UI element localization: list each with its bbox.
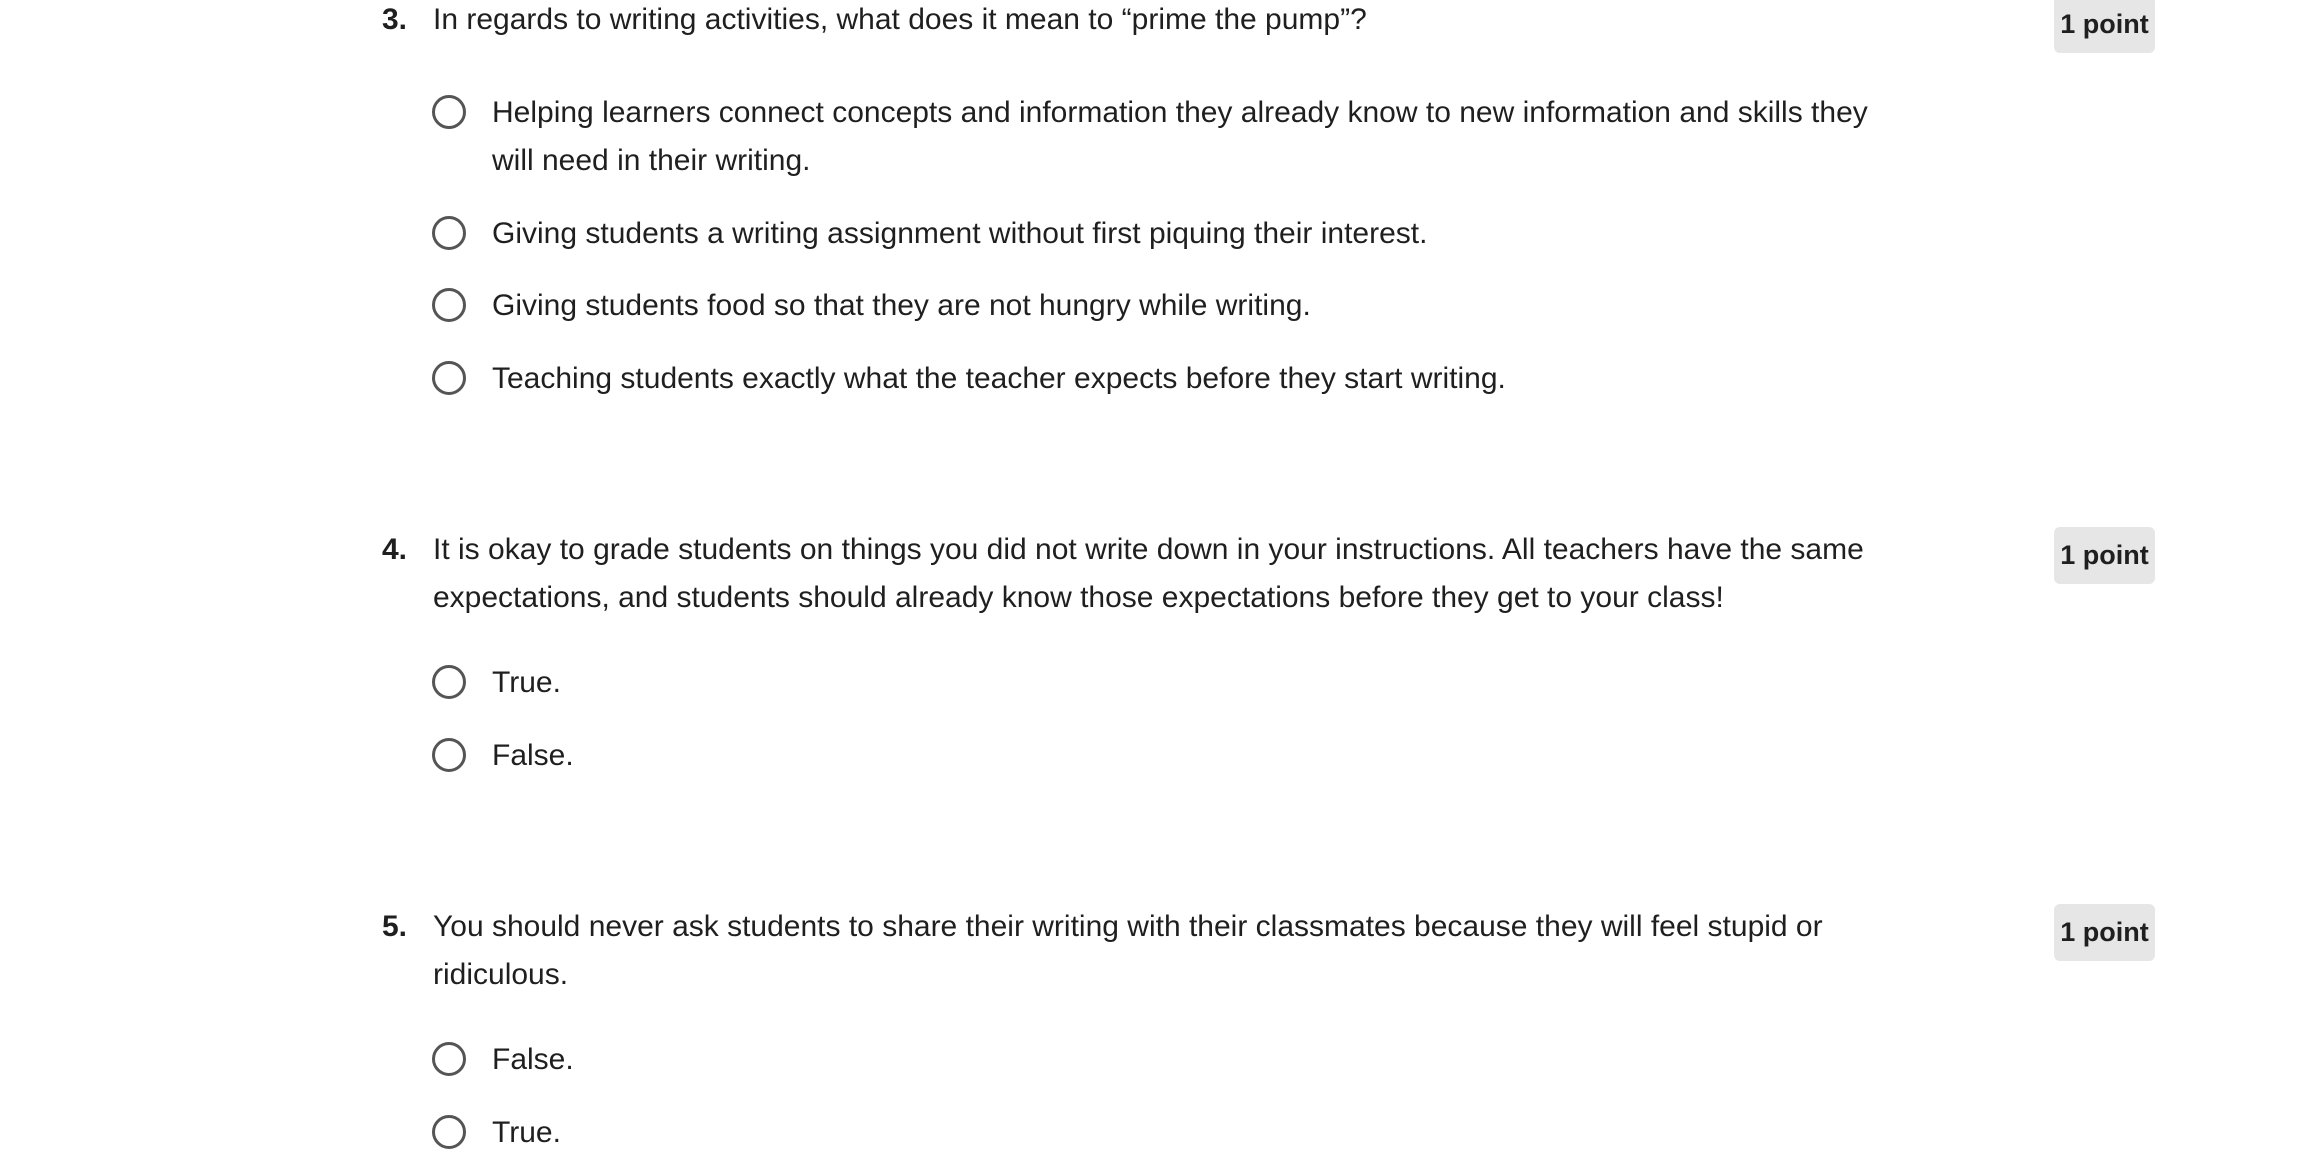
points-badge: 1 point: [2054, 904, 2155, 961]
option-label: Giving students a writing assignment without first piquing their interest.: [492, 217, 1428, 250]
option-label: True.: [492, 1116, 561, 1149]
question-text: In regards to writing activities, what does it mean to “prime the pump”?: [433, 3, 1367, 36]
option-label: False.: [492, 739, 574, 772]
question-text: You should never ask students to share their writing with their classmates because they will feel stupid or ridiculous.: [433, 910, 1823, 991]
question-text: It is okay to grade students on things you did not write down in your instructions. All teachers have the same expectations, and students should already know those expectations before they get to your class!: [433, 533, 1864, 614]
question-number: 5.: [382, 910, 408, 943]
option-label: Helping learners connect concepts and information they already know to new information and skills they will need in their writing.: [492, 96, 1868, 177]
radio-button[interactable]: [432, 665, 466, 699]
option-label: False.: [492, 1043, 574, 1076]
option-label: Giving students food so that they are not hungry while writing.: [492, 289, 1311, 322]
radio-button[interactable]: [432, 216, 466, 250]
radio-button[interactable]: [432, 288, 466, 322]
radio-button[interactable]: [432, 1042, 466, 1076]
question-number: 3.: [382, 3, 408, 36]
points-badge: 1 point: [2054, 527, 2155, 584]
radio-button[interactable]: [432, 361, 466, 395]
question-number: 4.: [382, 533, 408, 566]
radio-button[interactable]: [432, 738, 466, 772]
radio-button[interactable]: [432, 1115, 466, 1149]
option-label: Teaching students exactly what the teacher expects before they start writing.: [492, 362, 1506, 395]
radio-button[interactable]: [432, 95, 466, 129]
points-badge: 1 point: [2054, 0, 2155, 53]
option-label: True.: [492, 666, 561, 699]
